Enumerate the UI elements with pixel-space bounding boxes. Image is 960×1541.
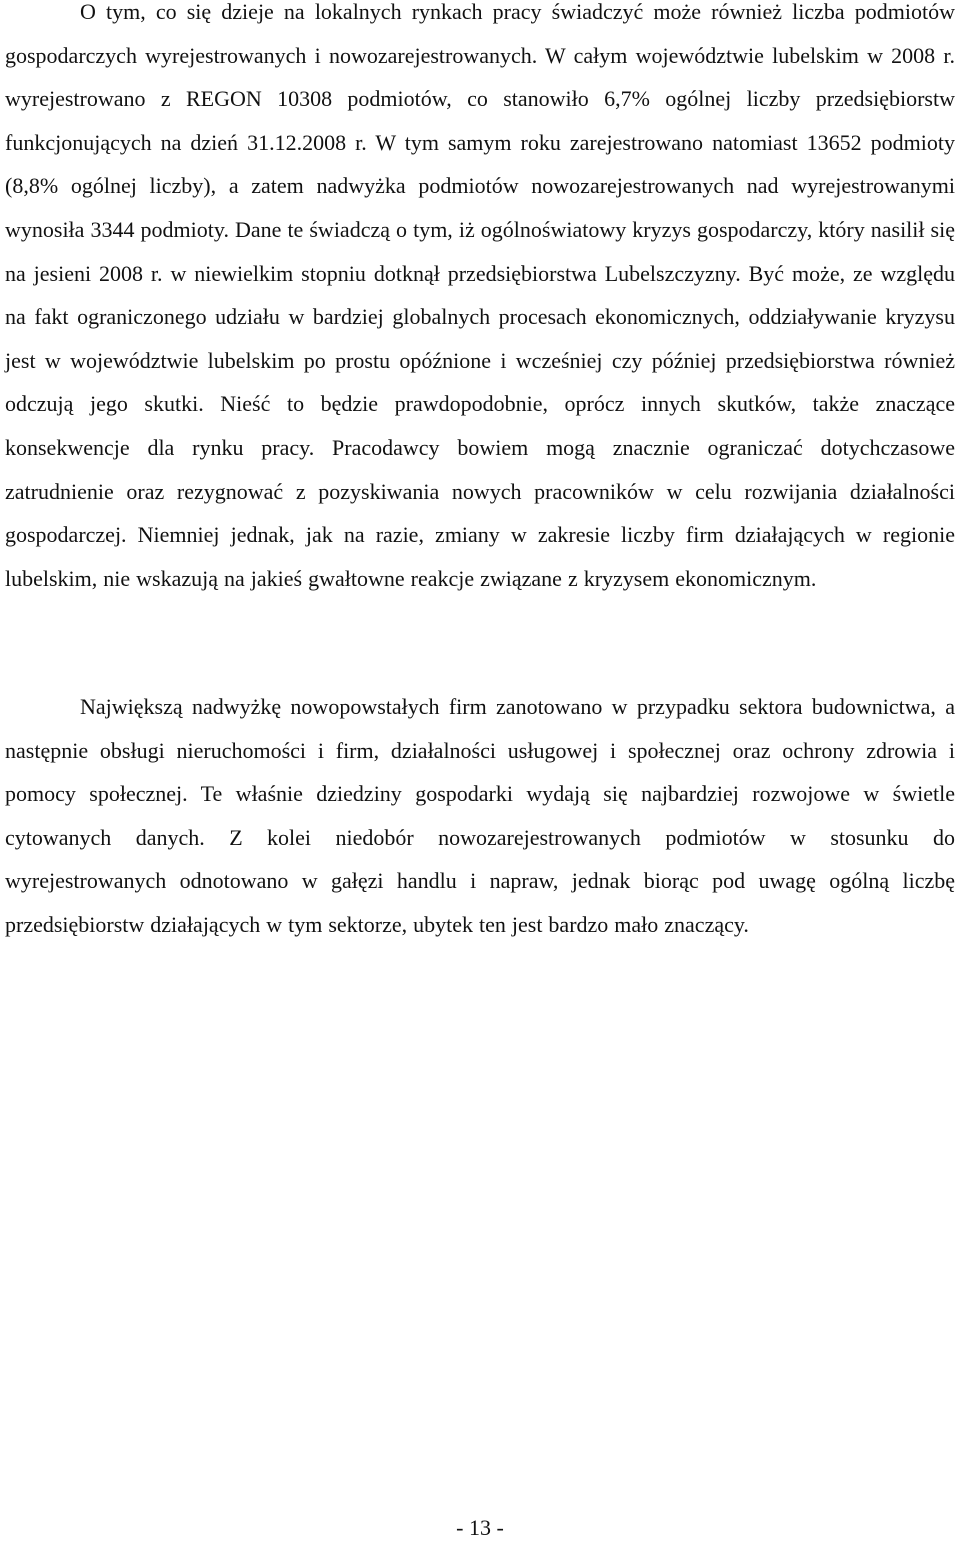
body-paragraph: O tym, co się dzieje na lokalnych rynkach pracy świadczyć może również liczba podmiotów gospodarczych wyrejestrowanych i nowozarejestrowanych. W całym województwie lubelskim w 2008 r. wyrejestrowano z REGON 10308 podmiotów, co stanowiło 6,7% ogólnej liczby przedsiębiorstw funkcjonujących na dzień 31.12.2008 r. W tym samym roku zarejestrowano natomiast 13652 podmioty (8,8% ogólnej liczby), a zatem nadwyżka podmiotów nowozarejestrowanych nad wyrejestrowanymi wynosiła 3344 podmioty. Dane te świadczą o tym, iż ogólnoświatowy kryzys gospodarczy, który nasilił się na jesieni 2008 r. w niewielkim stopniu dotknął przedsiębiorstwa Lubelszczyzny. Być może, ze względu na fakt ograniczonego udziału w bardziej globalnych procesach ekonomicznych, oddziaływanie kryzysu jest w województwie lubelskim po prostu opóźnione i wcześniej czy później przedsiębiorstwa również odczują jego skutki. Nieść to będzie prawdopodobnie, oprócz innych skutków, także znaczące konsekwencje dla rynku pracy. Pracodawcy bowiem mogą znacznie ograniczać dotychczasowe zatrudnienie oraz rezygnować z pozyskiwania nowych pracowników w celu rozwijania działalności gospodarczej. Niemniej jednak, jak na razie, zmiany w zakresie liczby firm działających w regionie lubelskim, nie wskazują na jakieś gwałtowne reakcje związane z kryzysem ekonomicznym. [5,0,955,591]
page-number: - 13 - [456,1515,504,1540]
body-paragraph: Największą nadwyżkę nowopowstałych firm zanotowano w przypadku sektora budownictwa, a następnie obsługi nieruchomości i firm, działalności usługowej i społecznej oraz ochrony zdrowia i pomocy społecznej. Te właśnie dziedziny gospodarki wydają się najbardziej rozwojowe w świetle cytowanych danych. Z kolei niedobór nowozarejestrowanych podmiotów w stosunku do wyrejestrowanych odnotowano w gałęzi handlu i napraw, jednak biorąc pod uwagę ogólną liczbę przedsiębiorstw działających w tym sektorze, ubytek ten jest bardzo mało znaczący. [5,694,955,937]
